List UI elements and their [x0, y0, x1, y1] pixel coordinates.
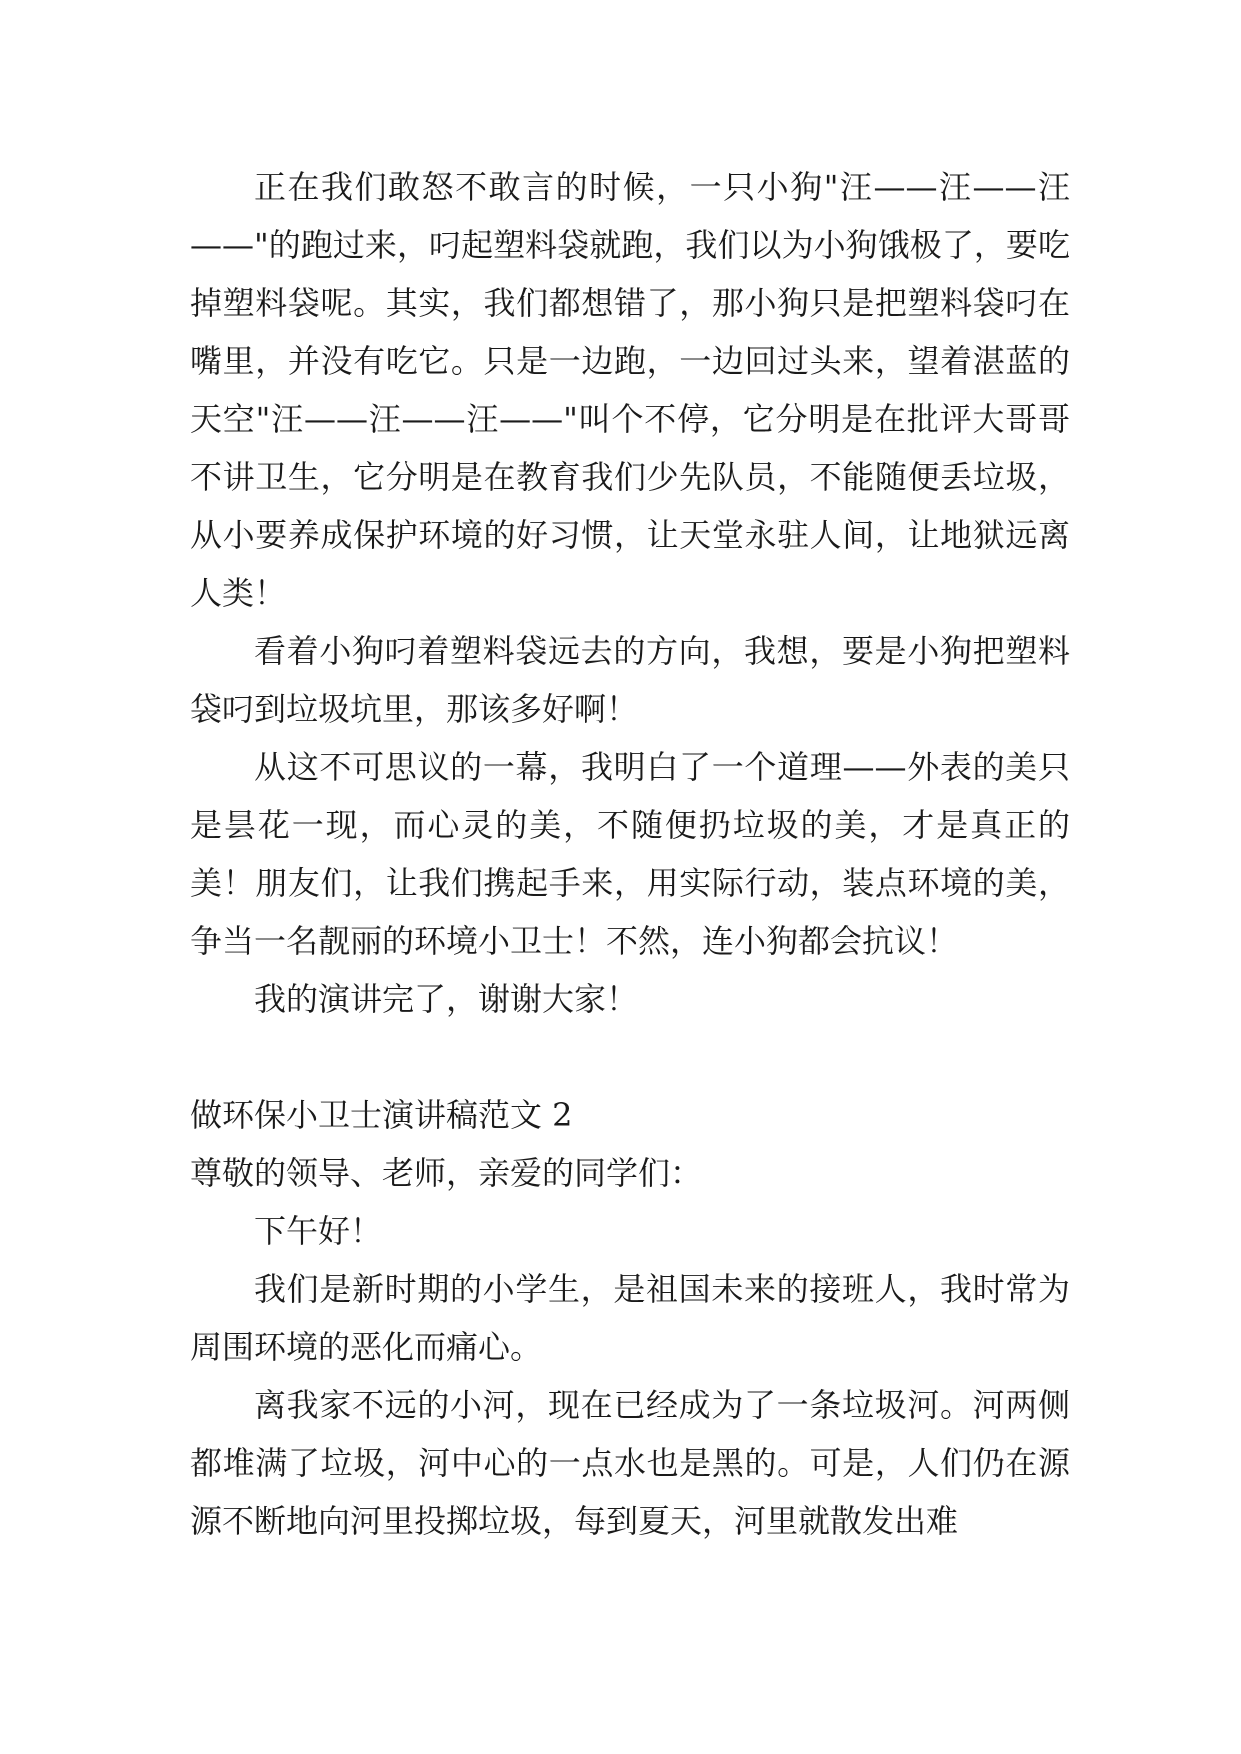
document-body	[190, 158, 1070, 1550]
paragraph-watching-dog: 看着小狗叼着塑料袋远去的方向，我想，要是小狗把塑料袋叼到垃圾坑里，那该多好啊！	[190, 632, 1070, 728]
paragraph-dog-story: 正在我们敢怒不敢言的时候，一只小狗"汪——汪——汪——"的跑过来，叼起塑料袋就跑，我们以为小狗饿极了，要吃掉塑料袋呢。其实，我们都想错了，那小狗只是把塑料袋叼在嘴里，并没有吃它。只是一边跑，一边回过头来，望着湛蓝的天空"汪——汪——汪——"叫个不停，它分明是在批评大哥哥不讲卫生，它分明是在教育我们少先队员，不能随便丢垃圾，从小要养成保护环境的好习惯，让天堂永驻人间，让地狱远离人类！	[190, 168, 1070, 612]
greeting: 下午好！	[254, 1212, 383, 1250]
paragraph-students: 我们是新时期的小学生，是祖国未来的接班人，我时常为周围环境的恶化而痛心。	[190, 1270, 1070, 1366]
section-gap	[190, 1028, 1070, 1086]
paragraph-closing: 我的演讲完了，谢谢大家！	[254, 980, 639, 1018]
paragraph-river: 离我家不远的小河，现在已经成为了一条垃圾河。河两侧都堆满了垃圾，河中心的一点水也是黑的。可是，人们仍在源源不断地向河里投掷垃圾，每到夏天，河里就散发出难	[190, 1386, 1070, 1540]
salutation: 尊敬的领导、老师，亲爱的同学们：	[190, 1154, 703, 1192]
section-title: 做环保小卫士演讲稿范文 2	[190, 1096, 573, 1134]
paragraph-lesson: 从这不可思议的一幕，我明白了一个道理——外表的美只是昙花一现，而心灵的美，不随便扔垃圾的美，才是真正的美！朋友们，让我们携起手来，用实际行动，装点环境的美，争当一名靓丽的环境小卫士！不然，连小狗都会抗议！	[190, 748, 1070, 960]
